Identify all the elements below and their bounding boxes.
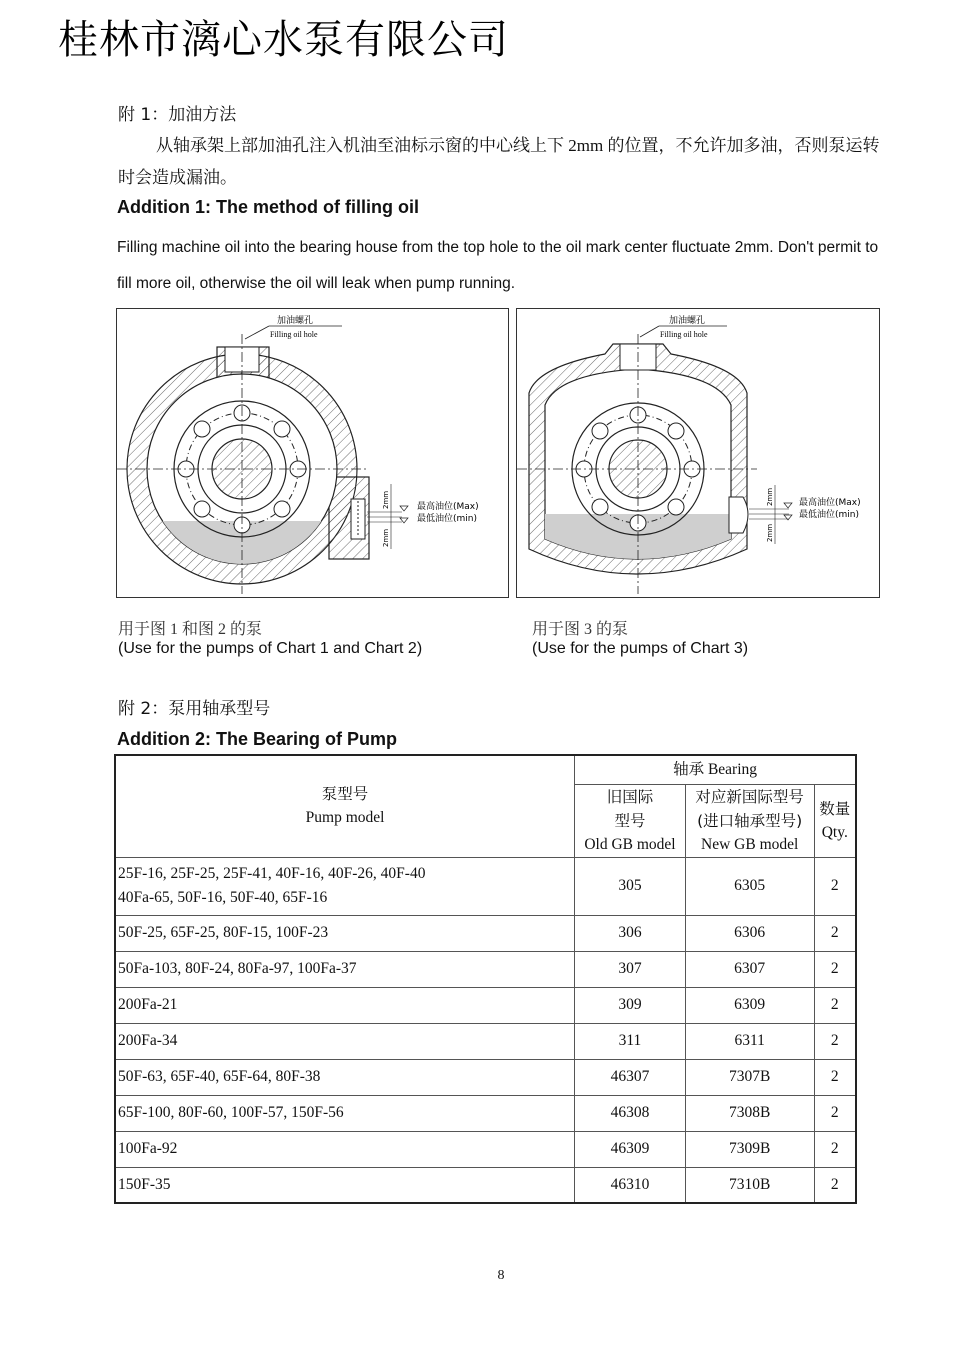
header-qty — [814, 784, 856, 857]
addition1-heading-en: Addition 1: The method of filling oil — [117, 197, 419, 217]
diagram-svg-2 — [517, 309, 879, 597]
old-gb-cell: 46308 — [575, 1095, 686, 1131]
new-gb-cell: 7309B — [685, 1131, 814, 1167]
pump-model-cell: 65F-100, 80F-60, 100F-57, 150F-56 — [115, 1095, 575, 1131]
qty-cell: 2 — [814, 987, 856, 1023]
figure-2-caption-en: (Use for the pumps of Chart 3) — [532, 640, 749, 657]
old-gb-cell: 307 — [575, 951, 686, 987]
dim-top-label: 2mm — [766, 487, 774, 506]
max-level-marker-icon — [400, 506, 408, 511]
qty-cell: 2 — [814, 1059, 856, 1095]
oil-level-diagram-1 — [116, 308, 509, 598]
filling-hole-label-cn: 加油螺孔 — [277, 316, 314, 326]
old-gb-cell: 305 — [575, 857, 686, 915]
figure-1-caption — [118, 620, 422, 658]
pump-model-line-2: 40Fa-65, 50F-16, 50F-40, 65F-16 — [118, 889, 328, 906]
pump-model-line-1: 25F-16, 25F-25, 25F-41, 40F-16, 40F-26, 40F-40 — [118, 865, 426, 882]
pump-model-cell: 50F-25, 65F-25, 80F-15, 100F-23 — [115, 915, 575, 951]
header-pump-model — [115, 755, 575, 857]
pump-model-cell: 50Fa-103, 80F-24, 80Fa-97, 100Fa-37 — [115, 951, 575, 987]
header-new-gb — [685, 784, 814, 857]
table-row — [115, 1167, 856, 1203]
addition2-heading-en: Addition 2: The Bearing of Pump — [117, 729, 397, 749]
new-gb-cell: 6309 — [685, 987, 814, 1023]
max-level-marker-icon — [784, 503, 792, 508]
table-row — [115, 1023, 856, 1059]
pump-model-cell: 200Fa-21 — [115, 987, 575, 1023]
table-row — [115, 915, 856, 951]
header-pump-model-cn: 泵型号 — [321, 785, 369, 804]
addition1-title-cn: 附 1：加油方法 — [118, 105, 237, 125]
figure-1-caption-en: (Use for the pumps of Chart 1 and Chart 2) — [118, 640, 423, 657]
new-gb-cell: 7308B — [685, 1095, 814, 1131]
header-old-gb-en: Old GB model — [584, 835, 676, 853]
new-gb-cell: 6306 — [685, 915, 814, 951]
header-qty-en: Qty. — [821, 823, 848, 841]
qty-cell: 2 — [814, 1167, 856, 1203]
old-gb-cell: 311 — [575, 1023, 686, 1059]
pump-model-cell — [115, 857, 575, 915]
header-new-gb-en: New GB model — [701, 835, 799, 853]
oil-level-diagram-2 — [516, 308, 880, 598]
header-new-gb-cn-2: (进口轴承型号) — [697, 811, 803, 830]
oil-sight-glass — [729, 497, 748, 533]
dim-bottom-label: 2mm — [766, 523, 774, 542]
figure-2-caption-cn: 用于图 3 的泵 — [532, 621, 629, 638]
old-gb-cell: 306 — [575, 915, 686, 951]
qty-cell: 2 — [814, 1131, 856, 1167]
addition2-title-cn: 附 2：泵用轴承型号 — [118, 699, 271, 719]
new-gb-cell: 6311 — [685, 1023, 814, 1059]
old-gb-cell: 309 — [575, 987, 686, 1023]
filling-hole-label-en: Filling oil hole — [270, 330, 318, 339]
max-oil-level-label: 最高油位(Max) — [799, 498, 861, 508]
dim-bottom-label: 2mm — [382, 528, 390, 547]
new-gb-cell: 6305 — [685, 857, 814, 915]
max-oil-level-label: 最高油位(Max) — [417, 502, 479, 512]
addition1-paragraph-en: Filling machine oil into the bearing house from the top hole to the oil mark center fluctuate 2mm. Don't permit to fill more oil, otherwise the oil will leak when pump running. — [117, 239, 879, 292]
table-row — [115, 1095, 856, 1131]
company-name: 桂林市漓心水泵有限公司 — [58, 17, 509, 63]
pump-model-cell: 150F-35 — [115, 1167, 575, 1203]
filling-hole-label-en: Filling oil hole — [660, 330, 708, 339]
dim-top-label: 2mm — [382, 490, 390, 509]
table-header-row — [115, 755, 856, 784]
old-gb-cell: 46309 — [575, 1131, 686, 1167]
header-qty-cn: 数量 — [819, 799, 851, 818]
qty-cell: 2 — [814, 1023, 856, 1059]
header-old-gb-cn-2: 型号 — [614, 811, 646, 830]
filling-hole-label-cn: 加油螺孔 — [669, 316, 706, 326]
header-old-gb — [575, 784, 686, 857]
table-row — [115, 951, 856, 987]
header-pump-model-en: Pump model — [305, 809, 385, 827]
pump-model-cell: 50F-63, 65F-40, 65F-64, 80F-38 — [115, 1059, 575, 1095]
old-gb-cell: 46307 — [575, 1059, 686, 1095]
new-gb-cell: 7307B — [685, 1059, 814, 1095]
header-bearing: 轴承 Bearing — [575, 755, 856, 784]
header-new-gb-cn-1: 对应新国际型号 — [695, 787, 804, 806]
diagram-svg-1 — [117, 309, 508, 597]
table-row — [115, 1059, 856, 1095]
min-oil-level-label: 最低油位(min) — [417, 514, 477, 524]
qty-cell: 2 — [814, 951, 856, 987]
qty-cell: 2 — [814, 1095, 856, 1131]
pump-model-cell: 100Fa-92 — [115, 1131, 575, 1167]
page-number: 8 — [497, 1268, 505, 1283]
table-row — [115, 1131, 856, 1167]
table-row — [115, 987, 856, 1023]
pump-model-cell: 200Fa-34 — [115, 1023, 575, 1059]
min-oil-level-label: 最低油位(min) — [799, 510, 859, 520]
addition1-paragraph-cn: 从轴承架上部加油孔注入机油至油标示窗的中心线上下 2mm 的位置，不允许加多油，否则泵运转时会造成漏油。 — [118, 136, 880, 187]
figure-1-caption-cn: 用于图 1 和图 2 的泵 — [118, 621, 263, 638]
figure-2-caption — [532, 620, 748, 658]
old-gb-cell: 46310 — [575, 1167, 686, 1203]
bearing-table — [114, 754, 857, 1204]
table-row — [115, 857, 856, 915]
qty-cell: 2 — [814, 915, 856, 951]
qty-cell: 2 — [814, 857, 856, 915]
header-old-gb-cn-1: 旧国际 — [606, 787, 654, 806]
new-gb-cell: 6307 — [685, 951, 814, 987]
new-gb-cell: 7310B — [685, 1167, 814, 1203]
